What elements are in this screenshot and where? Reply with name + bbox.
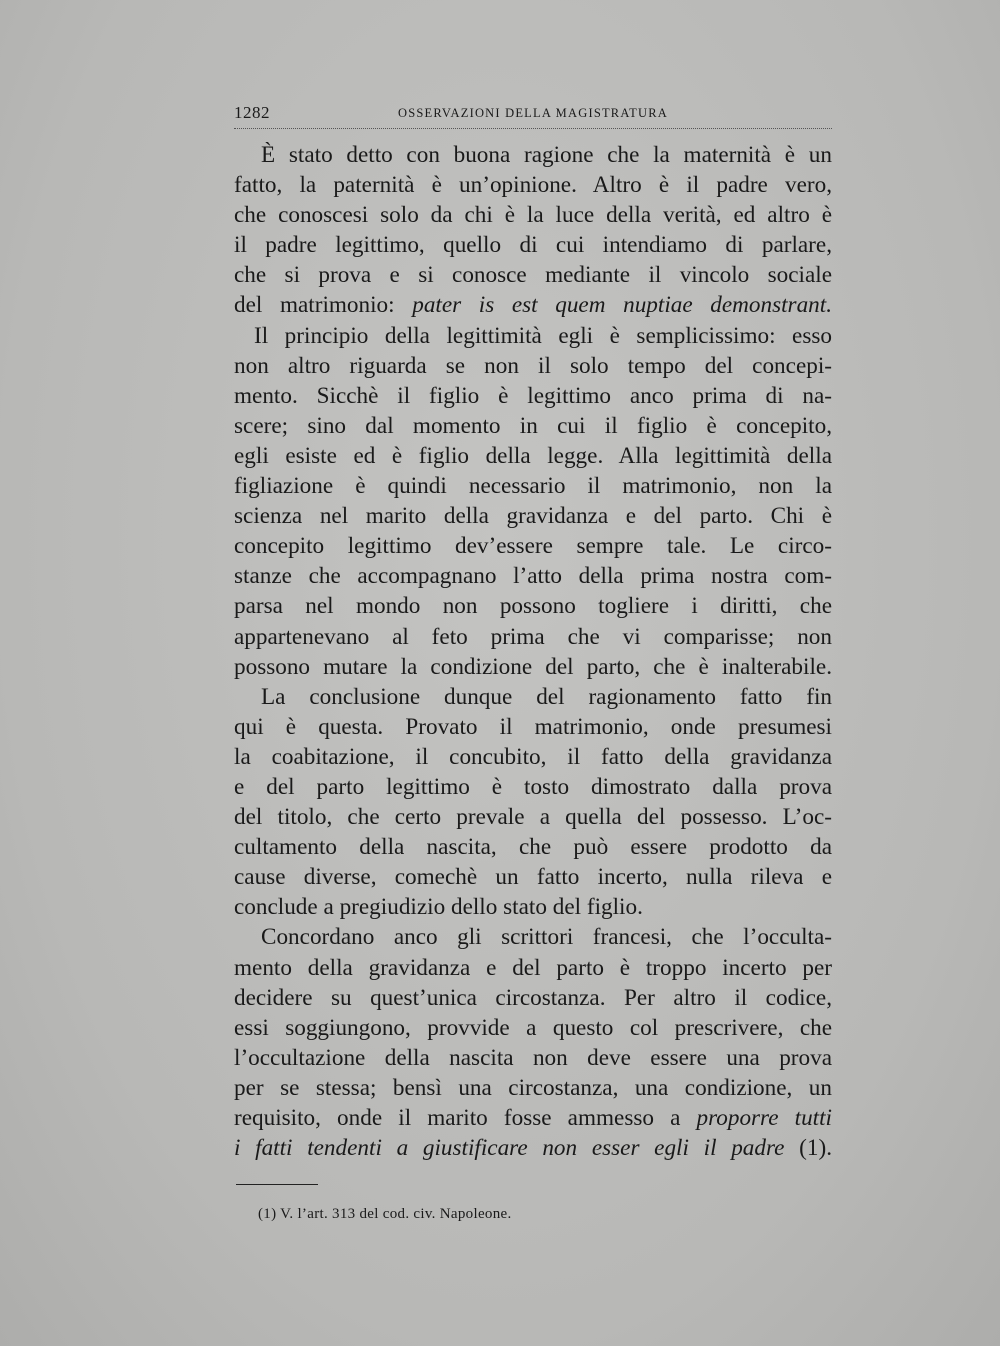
- latin-maxim: pater is est quem nuptiae demonstrant.: [412, 292, 833, 319]
- text-line: Concordano anco gli scrittori francesi, che l’occulta-: [261, 924, 832, 951]
- header-rule: [234, 128, 832, 129]
- text-line: egli esiste ed è figlio della legge. Alla legittimità della: [234, 442, 832, 469]
- text-line: appartenevano al feto prima che vi comparisse; non: [234, 623, 832, 650]
- text-segment: requisito, onde il marito fosse ammesso a: [234, 1105, 681, 1131]
- page-number: 1282: [234, 103, 270, 122]
- text-line: Il principio della legittimità egli è semplicissimo: esso: [254, 322, 832, 349]
- running-title: OSSERVAZIONI DELLA MAGISTRATURA: [398, 106, 669, 120]
- body-text: [234, 140, 832, 1163]
- text-line: possono mutare la condizione del parto, che è inalterabile.: [234, 653, 832, 680]
- text-line: qui è questa. Provato il matrimonio, onde presumesi: [234, 713, 832, 740]
- italic-segment: proporre tutti: [696, 1105, 832, 1131]
- text-line: cultamento della nascita, che può essere prodotto da: [234, 834, 832, 861]
- text-line: È stato detto con buona ragione che la maternità è un: [261, 142, 832, 168]
- italic-segment: i fatti tendenti a giustificare non esser egli il padre: [234, 1135, 785, 1162]
- text-line: che conoscesi solo da chi è la luce della verità, ed altro è: [234, 202, 832, 229]
- text-line: figliazione è quindi necessario il matrimonio, non la: [234, 473, 832, 500]
- text-line: essi soggiungono, provvide a questo col prescrivere, che: [234, 1014, 832, 1041]
- text-line: scienza nel marito della gravidanza e del parto. Chi è: [234, 503, 832, 530]
- text-line: il padre legittimo, quello di cui intendiamo di parlare,: [234, 232, 832, 259]
- text-line-mixed: [234, 1103, 832, 1133]
- text-line: fatto, la paternità è un’opinione. Altro è il padre vero,: [234, 172, 832, 199]
- text-line: parsa nel mondo non possono togliere i diritti, che: [234, 593, 832, 620]
- text-line-mixed: [234, 1133, 832, 1163]
- text-segment: del matrimonio:: [234, 292, 395, 319]
- text-line: scere; sino dal momento in cui il figlio è concepito,: [234, 412, 832, 439]
- text-line: non altro riguarda se non il solo tempo del concepi-: [234, 352, 832, 379]
- text-line: La conclusione dunque del ragionamento fatto fin: [261, 683, 832, 710]
- text-line: mento della gravidanza e del parto è troppo incerto per: [234, 954, 832, 981]
- text-line: la coabitazione, il concubito, il fatto della gravidanza: [234, 743, 832, 770]
- text-line: concepito legittimo dev’essere sempre tale. Le circo-: [234, 533, 832, 560]
- running-head: [234, 103, 834, 125]
- footnote-reference: (1).: [799, 1135, 832, 1162]
- text-line: per se stessa; bensì una circostanza, una condizione, un: [234, 1074, 832, 1101]
- text-line: del titolo, che certo prevale a quella del possesso. L’oc-: [234, 804, 832, 831]
- text-line: che si prova e si conosce mediante il vincolo sociale: [234, 262, 832, 289]
- text-line: cause diverse, comechè un fatto incerto, nulla rileva e: [234, 864, 832, 891]
- text-line-mixed: [234, 290, 832, 320]
- text-line: mento. Sicchè il figlio è legittimo anco prima di na-: [234, 382, 832, 409]
- footnote-rule: [236, 1184, 318, 1185]
- text-line: l’occultazione della nascita non deve essere una prova: [234, 1044, 832, 1071]
- text-line: decidere su quest’unica circostanza. Per altro il codice,: [234, 984, 832, 1011]
- text-line: stanze che accompagnano l’atto della prima nostra com-: [234, 563, 832, 590]
- text-line: conclude a pregiudizio dello stato del figlio.: [234, 894, 643, 921]
- footnote: (1) V. l’art. 313 del cod. civ. Napoleone.: [258, 1206, 512, 1222]
- text-line: e del parto legittimo è tosto dimostrato dalla prova: [234, 773, 832, 800]
